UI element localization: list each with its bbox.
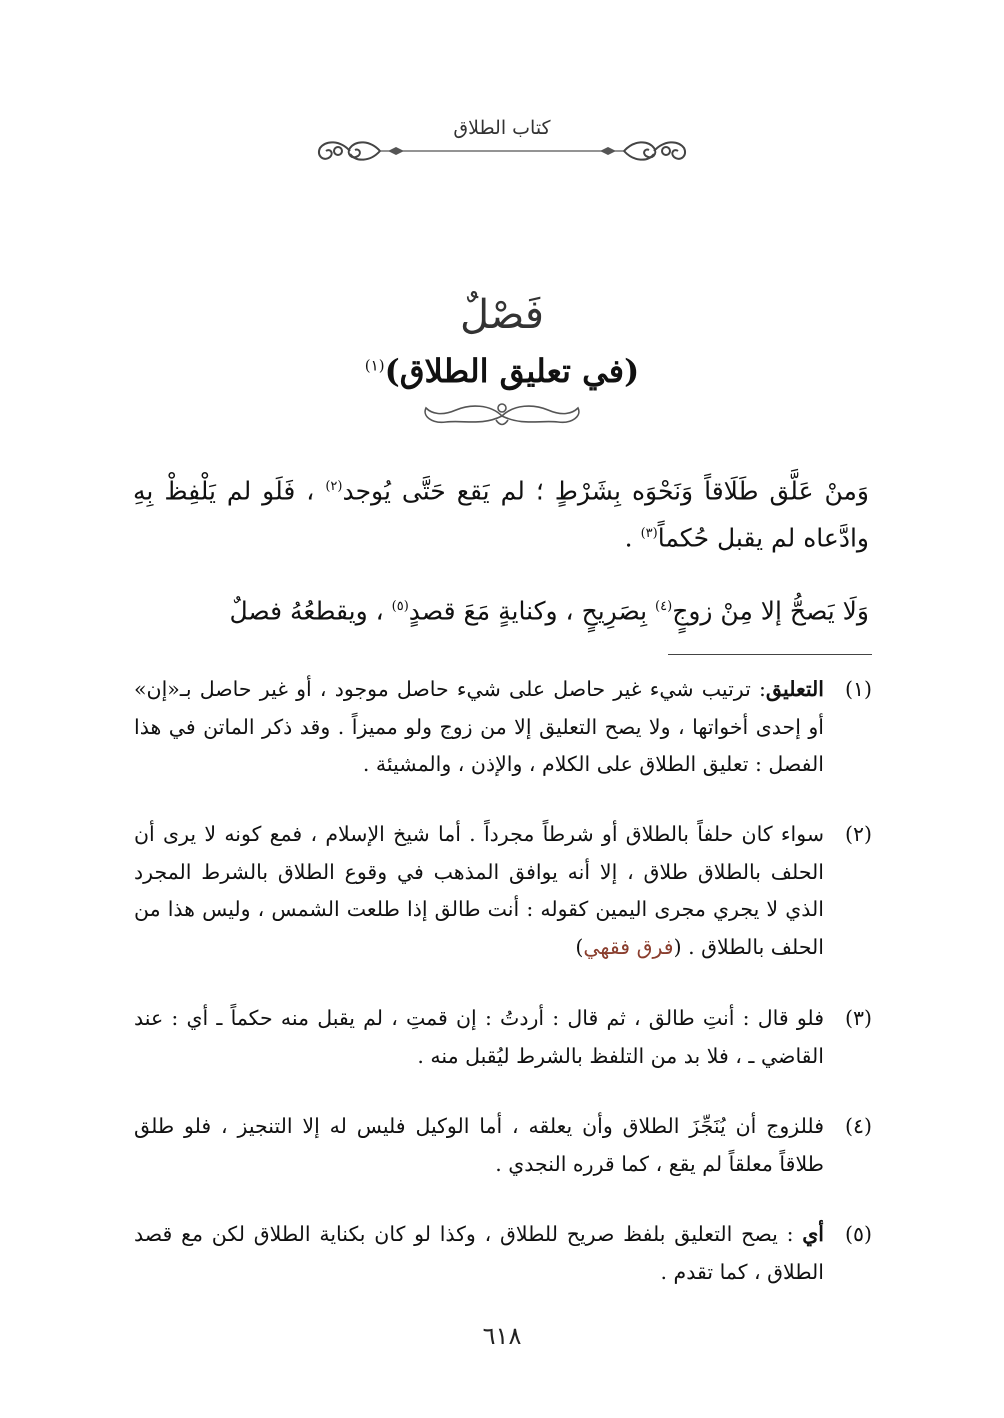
text-run: : يصح التعليق بلفظ صريح للطلاق ، وكذا لو كان بكناية الطلاق لكن مع قصد الطلاق ، كما تقدم . [134, 1222, 824, 1284]
text-run: ) [575, 934, 584, 959]
footnote-number: (٣) [844, 1006, 872, 1030]
main-paragraph-2 [133, 585, 869, 632]
footnote-ref: (٥) [391, 599, 409, 614]
bold-term: أي [802, 1222, 824, 1246]
cross-reference: فرق فقهي [583, 934, 674, 959]
title-ornament [420, 396, 584, 430]
text-run: : ترتيب شيء غير حاصل على شيء حاصل موجود ، أو غير حاصل بـ«إن» أو إحدى أخواتها ، ولا يصح التعليق إلا من زوج ولو مميزاً . وقد ذكر الماتن في هذا الفصل : تعليق الطلاق على الكلام ، والإذن ، والمشيئة . [134, 677, 824, 776]
footnote-text [134, 671, 824, 784]
footnote-4 [134, 1108, 872, 1183]
text-run: فلو قال : أنتِ طالق ، ثم قال : أردتُ : إن قمتِ ، لم يقبل منه حكماً ـ أي : عند القاضي ـ ، فلا بد من التلفظ بالشرط ليُقبل منه . [134, 1006, 824, 1068]
footnote-number: (٢) [844, 822, 872, 846]
footnote-separator [668, 654, 872, 655]
footnote-text [134, 816, 824, 966]
header-ornament [310, 132, 694, 170]
footnote-ref: (٤) [655, 599, 673, 614]
footnote-2 [134, 816, 872, 966]
footnote-3 [134, 1000, 872, 1075]
footnote-5 [134, 1216, 872, 1291]
section-title-text: (في تعليق الطلاق) [384, 352, 640, 390]
text-run: وَلَا يَصحُّ إلا مِنْ زوجٍ [672, 596, 869, 626]
section-title [0, 352, 1004, 390]
page-number: ٦١٨ [482, 1322, 522, 1350]
running-header: كتاب الطلاق [453, 117, 551, 139]
footnote-text [134, 1000, 824, 1075]
footnote-1 [134, 671, 872, 784]
footnote-number: (١) [844, 677, 872, 701]
footnote-text [134, 1108, 824, 1183]
text-run: فللزوج أن يُنَجِّزَ الطلاق وأن يعلقه ، أما الوكيل فليس له إلا التنجيز ، فلو طلق طلاقاً معلقاً لم يقع ، كما قرره النجدي . [134, 1114, 824, 1176]
text-run: ، ويقطعُهُ فصلٌ [229, 596, 392, 626]
footnote-ref: (٢) [325, 479, 343, 494]
footnote-text [134, 1216, 824, 1291]
footnote-number: (٥) [844, 1222, 872, 1246]
text-run: ، فَلَو لم يَلْفِظْ بِهِ وادَّعاه لم يقبل حُكماً [133, 476, 869, 553]
section-title-footnote-ref: (١) [364, 356, 385, 375]
text-run: . [624, 523, 641, 553]
section-word: فَصْلٌ [459, 292, 545, 338]
footnote-ref: (٣) [640, 526, 658, 542]
main-paragraph-1 [133, 465, 869, 560]
text-run: سواء كان حلفاً بالطلاق أو شرطاً مجرداً . أما شيخ الإسلام ، فمع كونه لا يرى أن الحلف بالطلاق طلاق ، إلا أنه يوافق المذهب في وقوع الطلاق بالشرط المجرد الذي لا يجري مجرى اليمين كقوله : أنت طالق إذا طلعت الشمس ، وليس هذا من الحلف بالطلاق . ( [134, 822, 824, 959]
text-run: وَمنْ عَلَّق طَلَاقاً وَنَحْوَه بِشَرْطٍ ؛ لم يَقع حَتَّى يُوجد [342, 476, 869, 506]
footnote-number: (٤) [844, 1114, 872, 1138]
text-run: بِصَرِيحٍ ، وكنايةٍ مَعَ قصدٍ [408, 596, 656, 626]
bold-term: التعليق [765, 677, 824, 701]
